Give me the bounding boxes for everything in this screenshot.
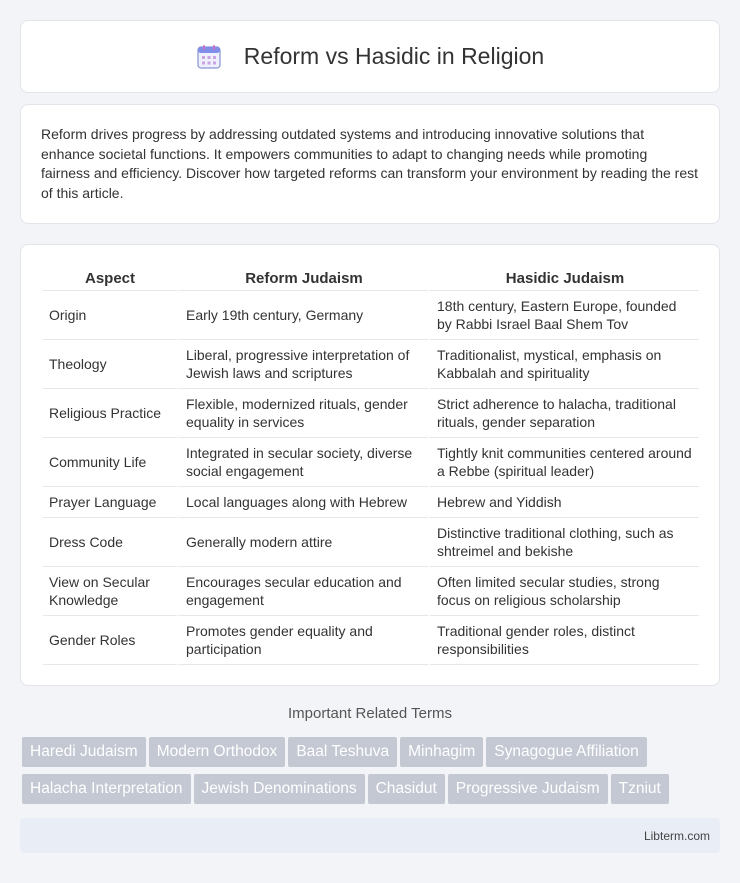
reform-cell: Local languages along with Hebrew [177,487,428,518]
table-row [43,340,699,389]
hasidic-cell: 18th century, Eastern Europe, founded by Rabbi Israel Baal Shem Tov [428,291,699,340]
table-row [43,389,699,438]
column-header-reform: Reform Judaism [177,265,428,291]
aspect-cell: Community Life [43,438,177,487]
table-row [43,291,699,340]
reform-cell: Encourages secular education and engagement [177,567,428,616]
table-row [43,487,699,518]
table-row [43,518,699,567]
related-term-tag[interactable]: Chasidut [368,774,445,804]
footer [20,818,720,853]
aspect-cell: Origin [43,291,177,340]
comparison-card [20,244,720,686]
hasidic-cell: Hebrew and Yiddish [428,487,699,518]
hasidic-cell: Traditionalist, mystical, emphasis on Kabbalah and spirituality [428,340,699,389]
reform-cell: Liberal, progressive interpretation of Jewish laws and scriptures [177,340,428,389]
related-term-tag[interactable]: Halacha Interpretation [22,774,191,804]
reform-cell: Flexible, modernized rituals, gender equality in services [177,389,428,438]
intro-text: Reform drives progress by addressing outdated systems and introducing innovative solutions that enhance societal functions. It empowers communities to adapt to changing needs while promoting fairness and efficiency. Discover how targeted reforms can transform your environment by reading the rest of this article. [41,126,699,201]
aspect-cell: Prayer Language [43,487,177,518]
comparison-table [43,265,699,665]
reform-cell: Generally modern attire [177,518,428,567]
aspect-cell: View on Secular Knowledge [43,567,177,616]
related-term-tag[interactable]: Synagogue Affiliation [486,737,647,767]
hasidic-cell: Strict adherence to halacha, traditional rituals, gender separation [428,389,699,438]
reform-cell: Early 19th century, Germany [177,291,428,340]
column-header-aspect: Aspect [43,265,177,291]
related-terms-title: Important Related Terms [288,705,452,722]
hasidic-cell: Often limited secular studies, strong focus on religious scholarship [428,567,699,616]
related-term-tag[interactable]: Haredi Judaism [22,737,146,767]
table-row [43,567,699,616]
hasidic-cell: Tightly knit communities centered around a Rebbe (spiritual leader) [428,438,699,487]
aspect-cell: Gender Roles [43,616,177,665]
related-term-tag[interactable]: Progressive Judaism [448,774,608,804]
related-term-tag[interactable]: Minhagim [400,737,483,767]
related-term-tag[interactable]: Modern Orthodox [149,737,286,767]
footer-site-link[interactable]: Libterm.com [643,829,710,843]
related-term-tag[interactable]: Jewish Denominations [194,774,365,804]
hasidic-cell: Distinctive traditional clothing, such as shtreimel and bekishe [428,518,699,567]
page-header [20,20,720,93]
table-row [43,438,699,487]
related-term-tag[interactable]: Tzniut [611,774,669,804]
reform-cell: Integrated in secular society, diverse social engagement [177,438,428,487]
aspect-cell: Dress Code [43,518,177,567]
column-header-hasidic: Hasidic Judaism [428,265,699,291]
aspect-cell: Religious Practice [43,389,177,438]
intro-card [20,104,720,224]
related-terms-list [22,737,722,811]
reform-cell: Promotes gender equality and participation [177,616,428,665]
table-row [43,616,699,665]
page-title: Reform vs Hasidic in Religion [243,43,545,69]
related-term-tag[interactable]: Baal Teshuva [288,737,397,767]
calendar-icon [196,44,222,70]
hasidic-cell: Traditional gender roles, distinct responsibilities [428,616,699,665]
aspect-cell: Theology [43,340,177,389]
